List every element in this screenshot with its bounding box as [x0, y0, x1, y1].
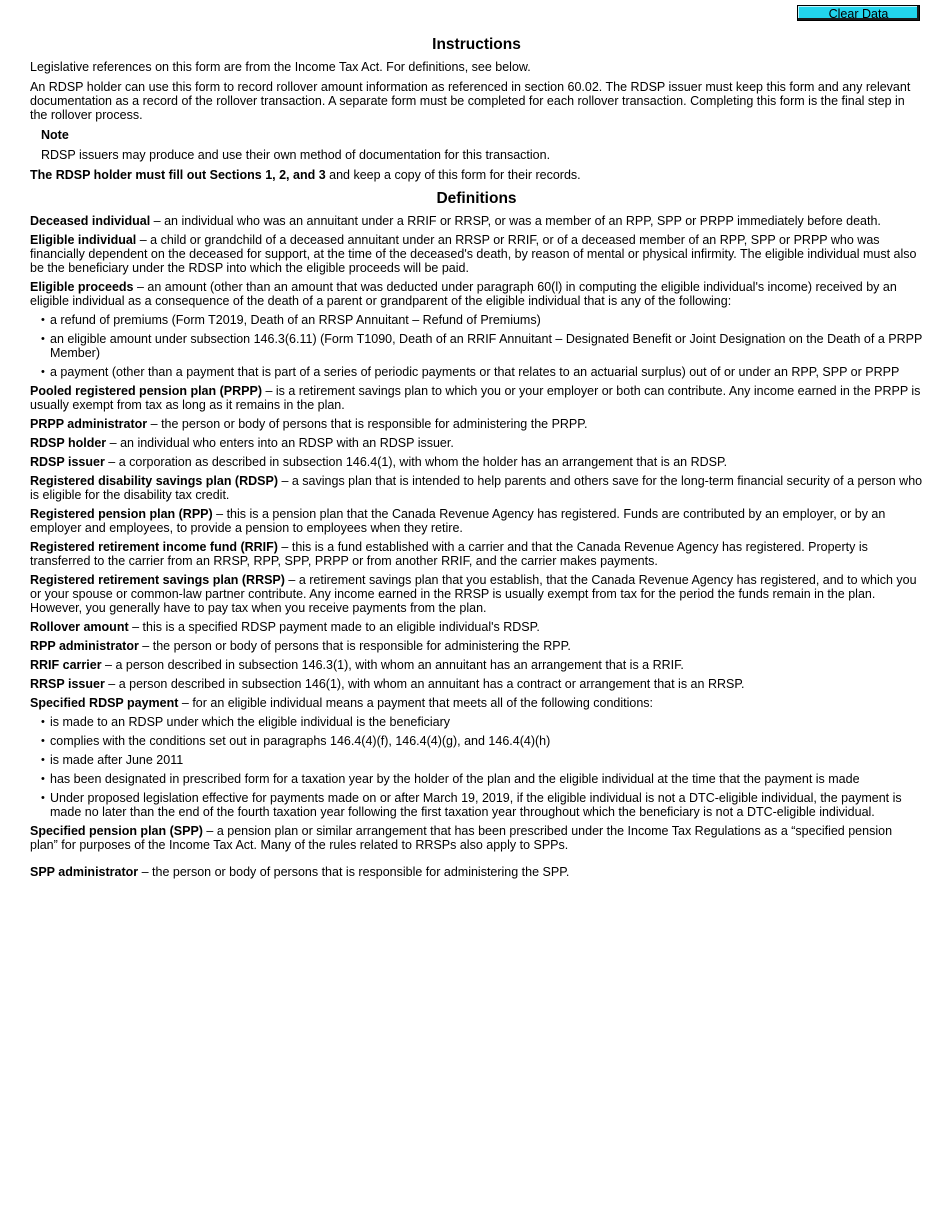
definition-text: – this is a specified RDSP payment made to an eligible individual's RDSP.: [128, 620, 540, 634]
definition-item: [30, 280, 923, 308]
definition-text: – an amount (other than an amount that was deducted under paragraph 60(l) in computing the eligible individual's income) received by an eligible individual as a consequence of the death of a parent or grandparent of the eligible individual that is any of the following:: [30, 280, 897, 308]
definition-item: [30, 455, 923, 469]
definition-text: – a corporation as described in subsection 146.4(1), with whom the holder has an arrangement that is an RDSP.: [104, 455, 728, 469]
holder-instruction: [30, 168, 923, 182]
definition-text: – a retirement savings plan that you establish, that the Canada Revenue Agency has registered, and to which you or your spouse or common-law partner contribute. Any income earned in the RRSP is usually exempt from tax for the period the funds remain in the plan. However, you generally have to pay tax when you receive payments from the plan.: [30, 573, 917, 615]
definition-term: Specified RDSP payment: [30, 696, 179, 710]
definition-term: Registered retirement income fund (RRIF): [30, 540, 278, 554]
bullet-item: • a refund of premiums (Form T2019, Death of an RRSP Annuitant – Refund of Premiums): [30, 313, 923, 327]
definition-text: – a child or grandchild of a deceased annuitant under an RRSP or RRIF, or of a deceased member of an RPP, SPP or PRPP who was financially dependent on the deceased for support, at the time of the deceased's death, by reason of mental or physical infirmity. The eligible individual must also be the beneficiary under the RDSP into which the eligible proceeds will be paid.: [30, 233, 917, 275]
definition-item: [30, 214, 923, 228]
definition-item: [30, 824, 923, 852]
bullet-item: • is made to an RDSP under which the eligible individual is the beneficiary: [30, 715, 923, 729]
form-content: [30, 36, 923, 884]
definition-item: [30, 677, 923, 691]
definition-text: – this is a fund established with a carrier and that the Canada Revenue Agency has registered. Property is transferred to the carrier from an RRSP, RPP, SPP, PRPP or from another RRIF, and the carrier makes payments.: [30, 540, 868, 568]
bullet-item: • a payment (other than a payment that is part of a series of periodic payments or that relates to an actuarial surplus) out of or under an RPP, SPP or PRPP: [30, 365, 923, 379]
definition-item: [30, 384, 923, 412]
definition-text: – the person or body of persons that is responsible for administering the SPP.: [138, 865, 570, 879]
definition-term: SPP administrator: [30, 865, 139, 879]
note-title: Note: [41, 128, 69, 142]
definition-item: [30, 658, 923, 672]
definition-term: Eligible individual: [30, 233, 137, 247]
definition-text: – for an eligible individual means a payment that meets all of the following conditions:: [178, 696, 654, 710]
definition-term: PRPP administrator: [30, 417, 148, 431]
instructions-heading: Instructions: [432, 36, 521, 53]
holder-instruction-bold: The RDSP holder must fill out Sections 1, 2, and 3: [30, 168, 326, 182]
definition-text: – the person or body of persons that is responsible for administering the RPP.: [138, 639, 571, 653]
definition-text: – a person described in subsection 146(1), with whom an annuitant has a contract or arrangement that is an RRSP.: [104, 677, 745, 691]
definition-text: – is a retirement savings plan to which you or your employer or both can contribute. Any income earned in the PRPP is usually exempt from tax as long as it remains in the plan.: [30, 384, 921, 412]
definition-text: – this is a pension plan that the Canada Revenue Agency has registered. Funds are contributed by an employer, or by an employer and employees, to provide a pension to employees when they retire.: [30, 507, 886, 535]
bullet-item: • Under proposed legislation effective for payments made on or after March 19, 2019, if the eligible individual is not a DTC-eligible individual, the payment is made no later than the end of the fourth taxation year following the first taxation year throughout which the beneficiary is not a DTC-eligible individual.: [30, 791, 923, 819]
definition-item: [30, 540, 923, 568]
definition-text: – a person described in subsection 146.3(1), with whom an annuitant has an arrangement that is a RRIF.: [101, 658, 684, 672]
definition-text: – a pension plan or similar arrangement that has been prescribed under the Income Tax Regulations as a “specified pension plan” for purposes of the Income Tax Act. Many of the rules related to RRSPs also apply to SPPs.: [30, 824, 893, 852]
definition-term: Rollover amount: [30, 620, 129, 634]
definition-term: Deceased individual: [30, 214, 151, 228]
definitions-list: [30, 214, 923, 879]
definition-item: [30, 573, 923, 615]
definition-item: [30, 865, 923, 879]
definition-text: – a savings plan that is intended to help parents and others save for the long-term financial security of a person who is eligible for the disability tax credit.: [30, 474, 923, 502]
definition-term: RRSP issuer: [30, 677, 105, 691]
definition-term: Registered disability savings plan (RDSP): [30, 474, 278, 488]
definition-term: RDSP issuer: [30, 455, 105, 469]
definition-term: Eligible proceeds: [30, 280, 134, 294]
definition-text: – an individual who was an annuitant under a RRIF or RRSP, or was a member of an RPP, SPP or PRPP immediately before death.: [150, 214, 881, 228]
bullet-item: • complies with the conditions set out in paragraphs 146.4(4)(f), 146.4(4)(g), and 146.4(4)(h): [30, 734, 923, 748]
definition-term: RRIF carrier: [30, 658, 102, 672]
holder-instruction-rest: and keep a copy of this form for their records.: [325, 168, 581, 182]
definition-item: [30, 417, 923, 431]
specified-payment-list: [30, 715, 923, 819]
definition-text: – an individual who enters into an RDSP with an RDSP issuer.: [106, 436, 454, 450]
definition-term: Pooled registered pension plan (PRPP): [30, 384, 262, 398]
definition-text: – the person or body of persons that is responsible for administering the PRPP.: [147, 417, 588, 431]
definition-term: RPP administrator: [30, 639, 139, 653]
definitions-heading: Definitions: [436, 190, 517, 207]
definition-item: [30, 507, 923, 535]
definition-term: RDSP holder: [30, 436, 107, 450]
bullet-item: • has been designated in prescribed form for a taxation year by the holder of the plan and the eligible individual at the time that the payment is made: [30, 772, 923, 786]
definition-item: [30, 639, 923, 653]
definition-item: [30, 233, 923, 275]
definition-term: Registered pension plan (RPP): [30, 507, 213, 521]
note-block: [41, 128, 923, 162]
definition-item: [30, 620, 923, 634]
bullet-item: • is made after June 2011: [30, 753, 923, 767]
definition-item: [30, 474, 923, 502]
instructions-intro: Legislative references on this form are from the Income Tax Act. For definitions, see below.: [30, 60, 531, 74]
note-text: RDSP issuers may produce and use their own method of documentation for this transaction.: [41, 148, 551, 162]
definition-item: [30, 436, 923, 450]
eligible-proceeds-list: [30, 313, 923, 379]
definition-term: Registered retirement savings plan (RRSP): [30, 573, 285, 587]
clear-data-button[interactable]: Clear Data: [797, 5, 920, 21]
instructions-body: An RDSP holder can use this form to record rollover amount information as referenced in section 60.02. The RDSP issuer must keep this form and any relevant documentation as a record of the rollover transaction. A separate form must be completed for each rollover transaction. Completing this form is the final step in the rollover process.: [30, 80, 911, 122]
definition-item: [30, 696, 923, 710]
bullet-item: • an eligible amount under subsection 146.3(6.11) (Form T1090, Death of an RRIF Annuitant – Designated Benefit or Joint Designation on the Death of a PRPP Member): [30, 332, 923, 360]
definition-term: Specified pension plan (SPP): [30, 824, 203, 838]
